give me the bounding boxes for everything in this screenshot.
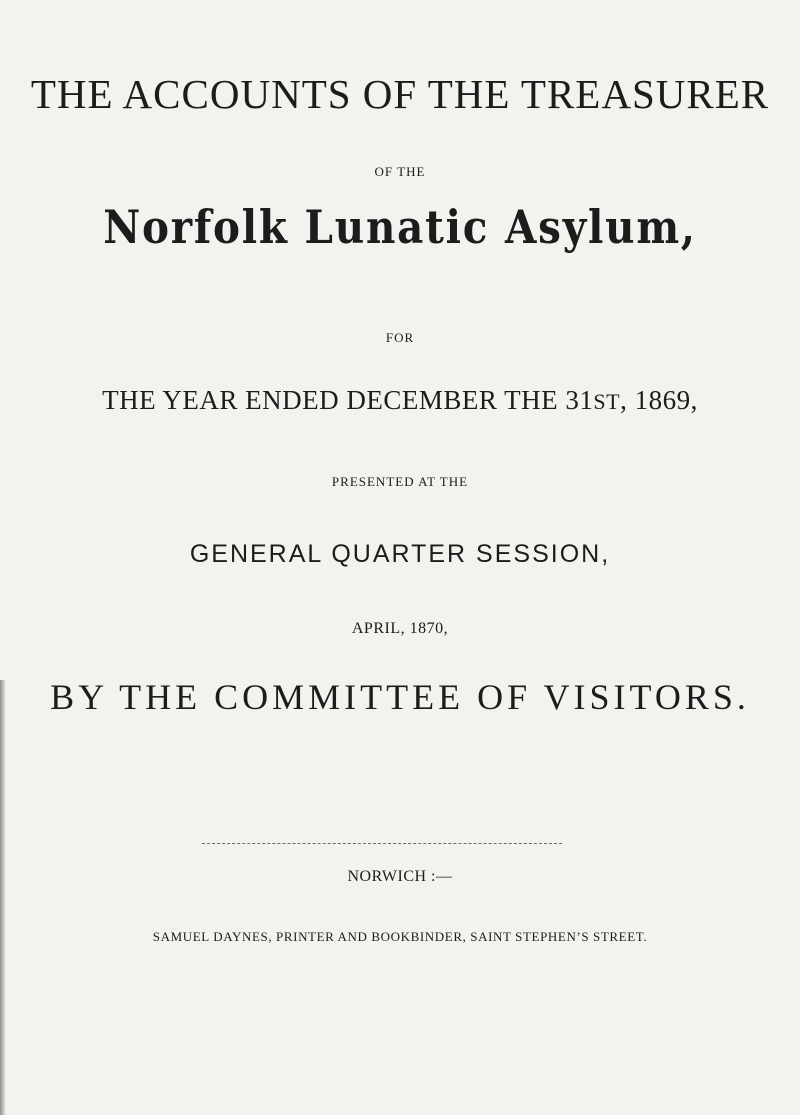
for-line: FOR <box>385 330 415 345</box>
place-of-printing: NORWICH :— <box>347 868 453 885</box>
binding-edge-shadow <box>0 680 6 1115</box>
session-name: GENERAL QUARTER SESSION, <box>189 540 611 568</box>
printer-imprint: SAMUEL DAYNES, PRINTER AND BOOKBINDER, SAINT STEPHEN’S STREET. <box>152 929 648 944</box>
of-the-line: OF THE <box>374 164 426 179</box>
session-date: APRIL, 1870, <box>351 620 449 637</box>
year-ended-line <box>0 385 800 416</box>
presented-at-line: PRESENTED AT THE <box>331 474 469 489</box>
year-line-ordinal: ST <box>593 389 621 414</box>
document-title: THE ACCOUNTS OF THE TREASURER <box>30 71 770 117</box>
committee-line: BY THE COMMITTEE OF VISITORS. <box>50 677 750 717</box>
year-line-tail: , 1869, <box>620 385 698 415</box>
year-line-main: THE YEAR ENDED DECEMBER THE 31 <box>102 385 594 415</box>
institution-name: Norfolk Lunatic Asylum, <box>103 200 697 254</box>
dashed-divider <box>202 843 562 844</box>
